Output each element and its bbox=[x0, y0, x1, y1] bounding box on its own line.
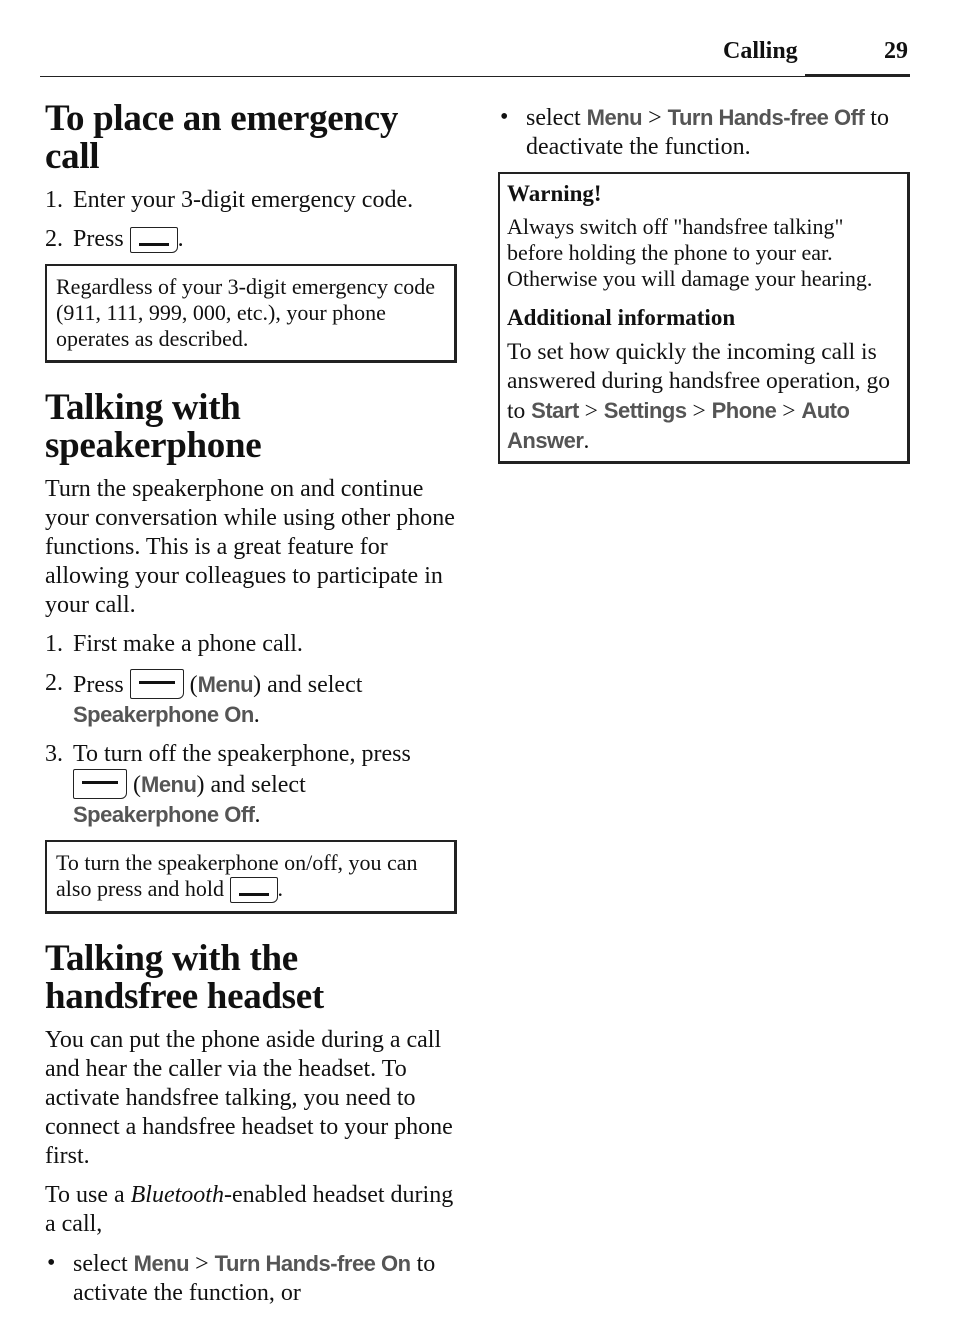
list-item: 1. Enter your 3-digit emergency code. bbox=[45, 187, 414, 213]
path-start: Start bbox=[531, 398, 579, 423]
option-label: Turn Hands-free Off bbox=[667, 105, 865, 130]
path-phone: Phone bbox=[711, 398, 777, 423]
info-body: To set how quickly the incoming call is answered during handsfree operation, go to Start > Settings > Phone > Auto Answer. bbox=[507, 339, 891, 454]
call-key-icon bbox=[230, 877, 278, 903]
info-title: Additional information bbox=[507, 305, 736, 330]
headset-options-continued bbox=[498, 103, 910, 162]
emergency-note: Regardless of your 3-digit emergency code (911, 111, 999, 000, etc.), your phone operates as described. bbox=[45, 264, 457, 363]
list-item: 2. Press (Menu) and select Speakerphone On. bbox=[45, 670, 363, 728]
list-item: 2. Press . bbox=[45, 226, 184, 252]
emergency-steps bbox=[45, 186, 457, 254]
path-auto-answer: Auto Answer bbox=[507, 398, 850, 453]
emergency-heading: To place an emergency call bbox=[45, 98, 399, 177]
option-label: Speakerphone On bbox=[73, 702, 254, 727]
header-rule bbox=[40, 76, 910, 77]
menu-key-icon bbox=[130, 669, 184, 699]
section-title: Calling bbox=[723, 38, 798, 64]
left-column bbox=[45, 100, 457, 1318]
speakerphone-note: To turn the speakerphone on/off, you can also press and hold . bbox=[45, 840, 457, 914]
warning-body: Always switch off "handsfree talking" before holding the phone to your ear. Otherwise you will damage your hearing. bbox=[507, 214, 873, 291]
menu-label: Menu bbox=[586, 105, 643, 130]
bluetooth-paragraph: To use a Bluetooth-enabled headset during a call, bbox=[45, 1182, 454, 1237]
call-key-icon bbox=[130, 227, 178, 253]
right-column bbox=[498, 100, 910, 464]
path-settings: Settings bbox=[603, 398, 687, 423]
list-item: 1. First make a phone call. bbox=[45, 631, 303, 657]
header-rule-thick bbox=[805, 74, 910, 77]
menu-label: Menu bbox=[197, 672, 254, 697]
headset-intro: You can put the phone aside during a call and hear the caller via the headset. To activate handsfree talking, you need to connect a handsfree headset to your phone first. bbox=[45, 1027, 453, 1169]
list-item: • select Menu > Turn Hands-free On to activate the function, or bbox=[47, 1250, 436, 1306]
page-header bbox=[40, 38, 910, 80]
headset-heading: Talking with the handsfree headset bbox=[45, 938, 324, 1017]
warning-title: Warning! bbox=[507, 181, 602, 206]
menu-label: Menu bbox=[133, 1251, 190, 1276]
page-number: 29 bbox=[884, 38, 908, 64]
list-item: • select Menu > Turn Hands-free Off to deactivate the function. bbox=[500, 104, 889, 160]
speakerphone-steps bbox=[45, 630, 457, 830]
option-label: Speakerphone Off bbox=[73, 802, 255, 827]
speakerphone-heading: Talking with speakerphone bbox=[45, 387, 262, 466]
option-label: Turn Hands-free On bbox=[214, 1251, 411, 1276]
speakerphone-intro: Turn the speakerphone on and continue your conversation while using other phone functions. This is a great feature for allowing your colleagues to participate in your call. bbox=[45, 476, 455, 618]
headset-options bbox=[45, 1249, 457, 1308]
list-item: 3. To turn off the speakerphone, press (Menu) and select Speakerphone Off. bbox=[45, 741, 411, 828]
menu-key-icon bbox=[73, 769, 127, 799]
menu-label: Menu bbox=[141, 772, 197, 797]
warning-box bbox=[498, 172, 910, 464]
